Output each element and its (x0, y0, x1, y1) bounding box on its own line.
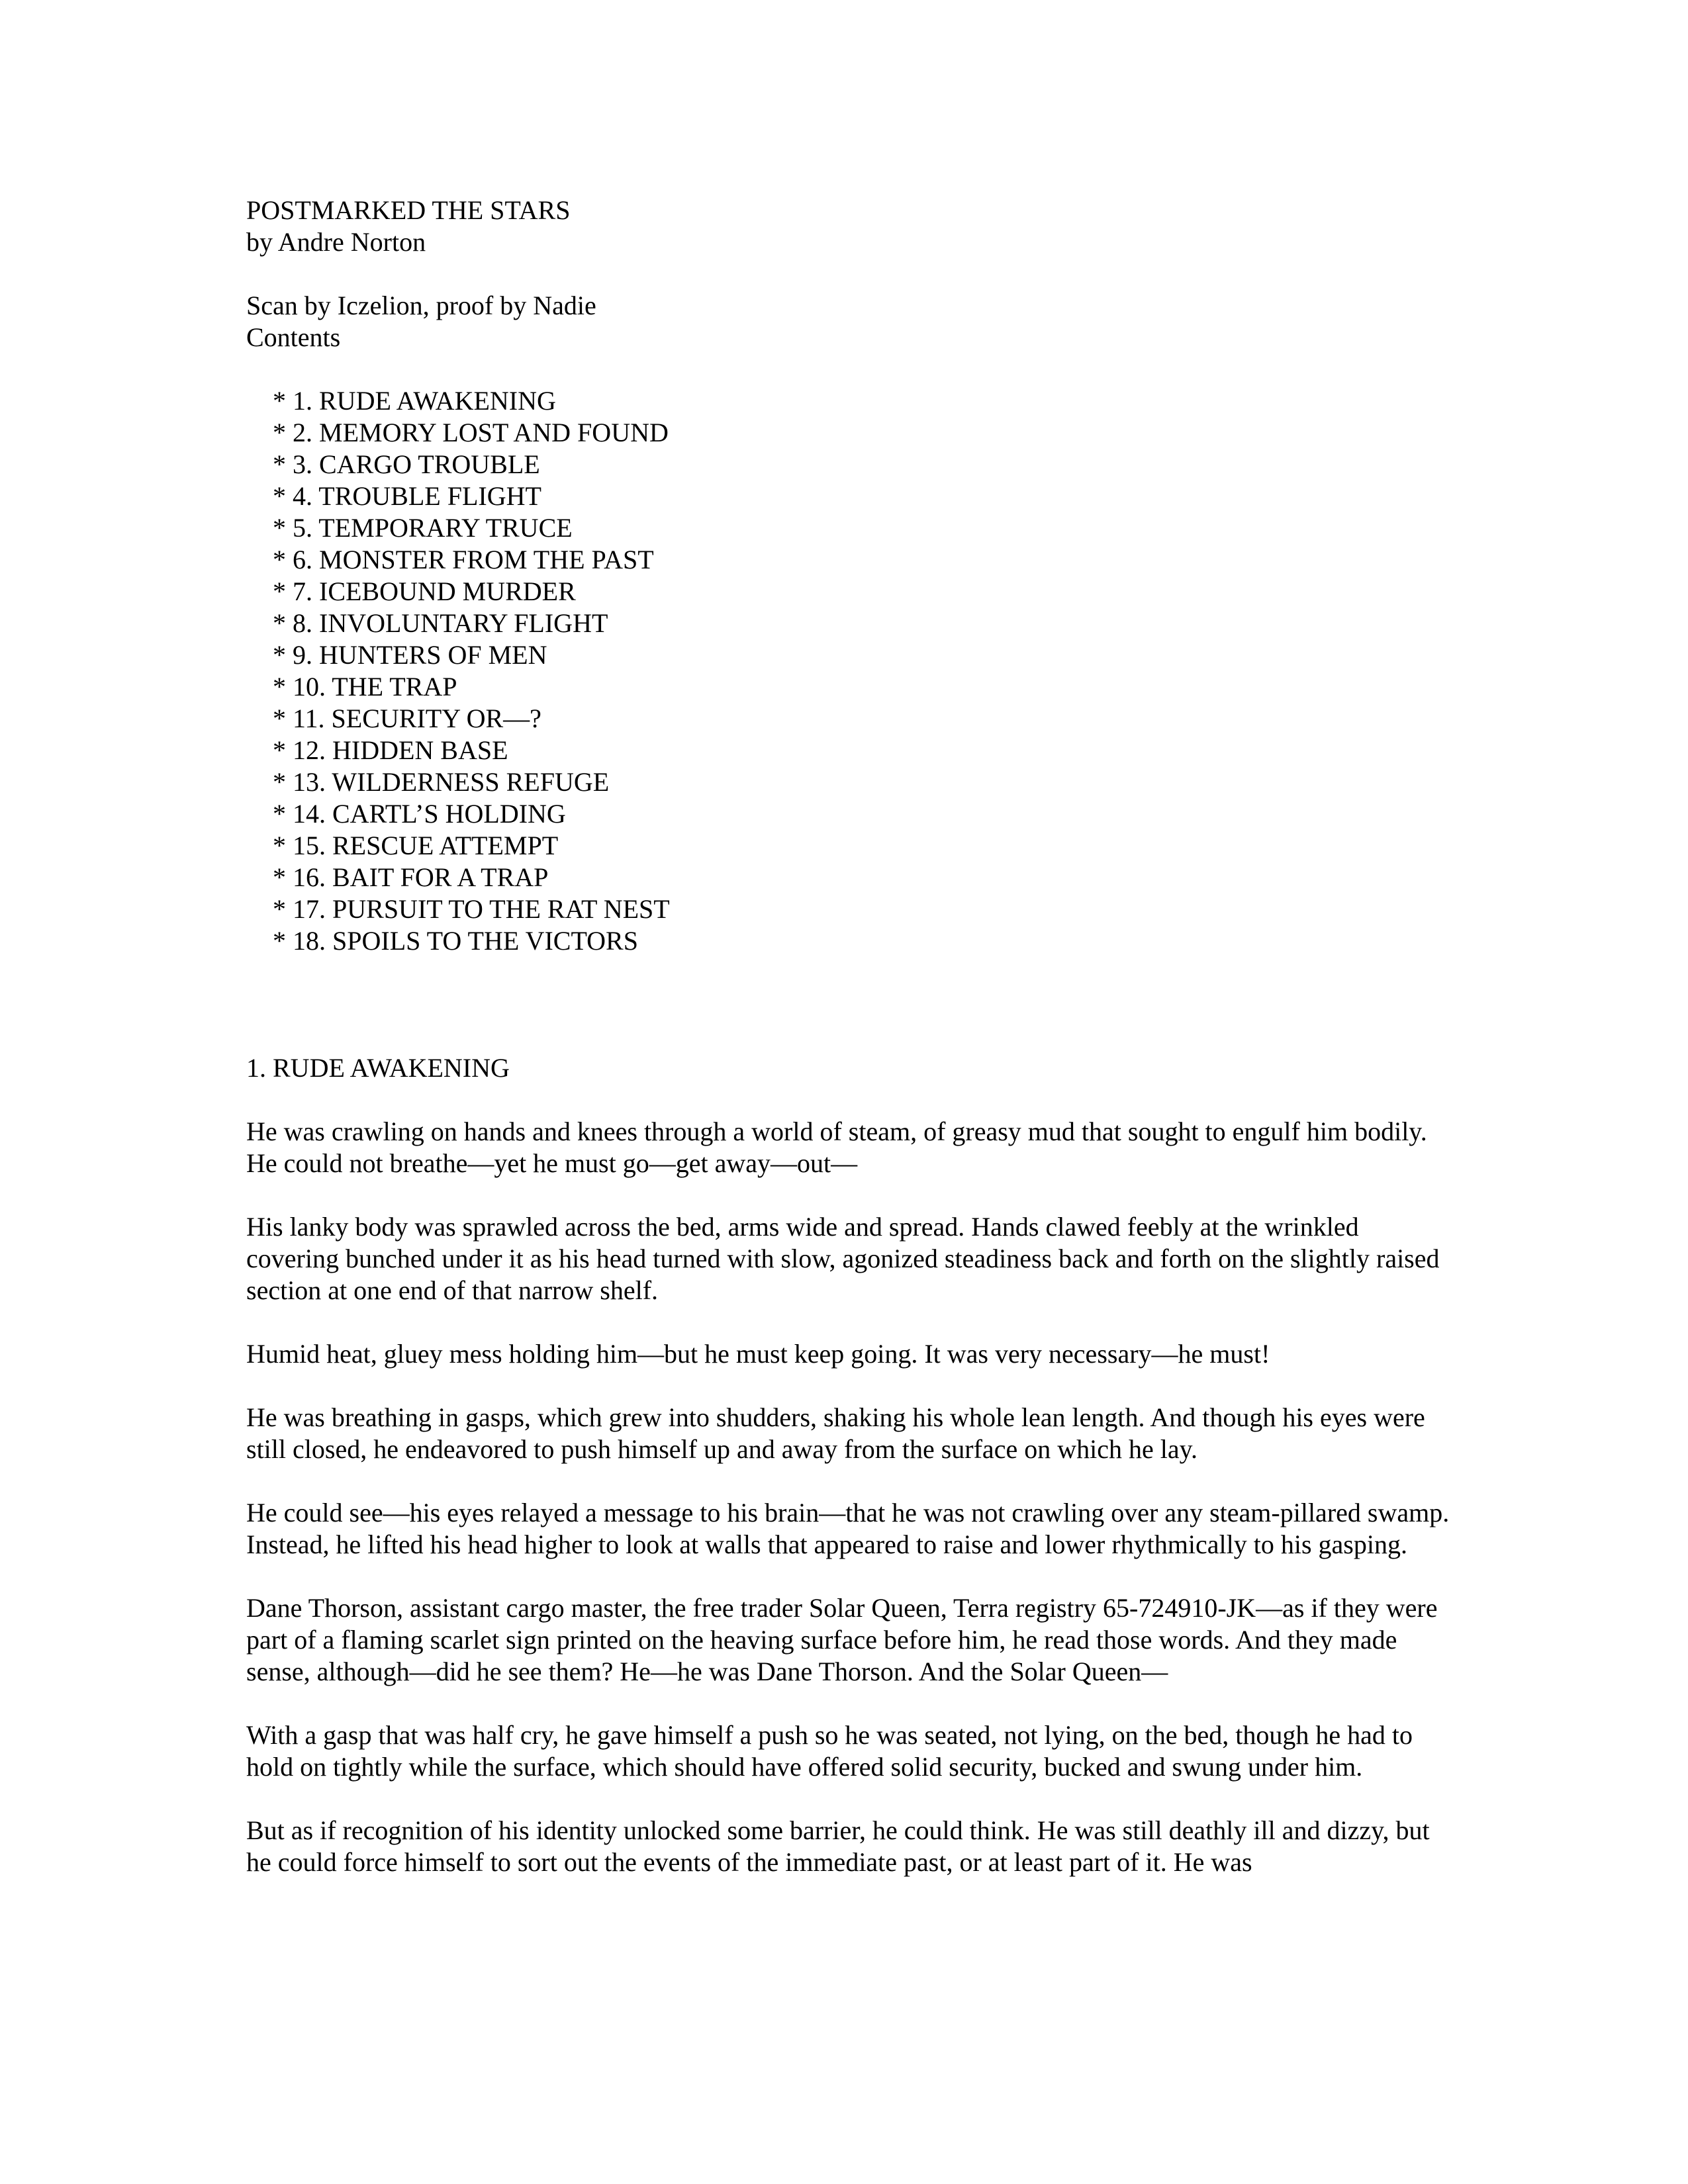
contents-label: Contents (246, 322, 341, 352)
toc-entry: * 14. CARTL’S HOLDING (273, 799, 566, 829)
toc-entry: * 5. TEMPORARY TRUCE (273, 513, 573, 543)
chapter-heading: 1. RUDE AWAKENING (246, 1053, 510, 1083)
toc-entry: * 10. THE TRAP (273, 672, 457, 702)
paragraph: He was crawling on hands and knees through a world of steam, of greasy mud that sought to engulf him bodily. He could not breathe—yet he must go—get away—out— (246, 1116, 1427, 1178)
toc-entry: * 18. SPOILS TO THE VICTORS (273, 926, 638, 956)
paragraph: With a gasp that was half cry, he gave himself a push so he was seated, not lying, on the bed, though he had to hold on tightly while the surface, which should have offered solid security, bucked and swung under him. (246, 1720, 1413, 1782)
toc-entry: * 12. HIDDEN BASE (273, 735, 508, 765)
toc-entry: * 11. SECURITY OR—? (273, 704, 541, 733)
book-author: by Andre Norton (246, 227, 426, 257)
toc-entry: * 17. PURSUIT TO THE RAT NEST (273, 894, 670, 924)
table-of-contents (246, 385, 1458, 957)
toc-entry: * 1. RUDE AWAKENING (273, 386, 556, 416)
toc-entry: * 16. BAIT FOR A TRAP (273, 862, 549, 892)
toc-entry: * 4. TROUBLE FLIGHT (273, 481, 541, 511)
toc-entry: * 7. ICEBOUND MURDER (273, 576, 576, 606)
paragraph: He could see—his eyes relayed a message to his brain—that he was not crawling over any steam-pillared swamp. Instead, he lifted his head higher to look at walls that appeared to raise and lower rhythmically to his gasping. (246, 1498, 1450, 1559)
scan-credits: Scan by Iczelion, proof by Nadie (246, 291, 596, 320)
paragraph: His lanky body was sprawled across the bed, arms wide and spread. Hands clawed feebly at the wrinkled covering bunched under it as his head turned with slow, agonized steadiness back and forth on the slightly raised section at one end of that narrow shelf. (246, 1212, 1440, 1305)
paragraph: Dane Thorson, assistant cargo master, the free trader Solar Queen, Terra registry 65-724910-JK—as if they were part of a flaming scarlet sign printed on the heaving surface before him, he read those words. And they made sense, although—did he see them? He—he was Dane Thorson. And the Solar Queen— (246, 1593, 1438, 1686)
document-body (246, 195, 1458, 1878)
toc-entry: * 3. CARGO TROUBLE (273, 449, 540, 479)
chapter-text (246, 1116, 1458, 1878)
paragraph: Humid heat, gluey mess holding him—but he must keep going. It was very necessary—he must! (246, 1339, 1270, 1369)
paragraph: But as if recognition of his identity unlocked some barrier, he could think. He was still deathly ill and dizzy, but he could force himself to sort out the events of the immediate past, or at least part of it. He was (246, 1815, 1430, 1877)
toc-entry: * 2. MEMORY LOST AND FOUND (273, 418, 669, 447)
toc-entry: * 9. HUNTERS OF MEN (273, 640, 547, 670)
toc-entry: * 15. RESCUE ATTEMPT (273, 831, 559, 860)
book-title: POSTMARKED THE STARS (246, 195, 571, 225)
toc-entry: * 6. MONSTER FROM THE PAST (273, 545, 654, 574)
toc-entry: * 8. INVOLUNTARY FLIGHT (273, 608, 608, 638)
paragraph: He was breathing in gasps, which grew into shudders, shaking his whole lean length. And though his eyes were still closed, he endeavored to push himself up and away from the surface on which he lay. (246, 1402, 1425, 1464)
toc-entry: * 13. WILDERNESS REFUGE (273, 767, 610, 797)
